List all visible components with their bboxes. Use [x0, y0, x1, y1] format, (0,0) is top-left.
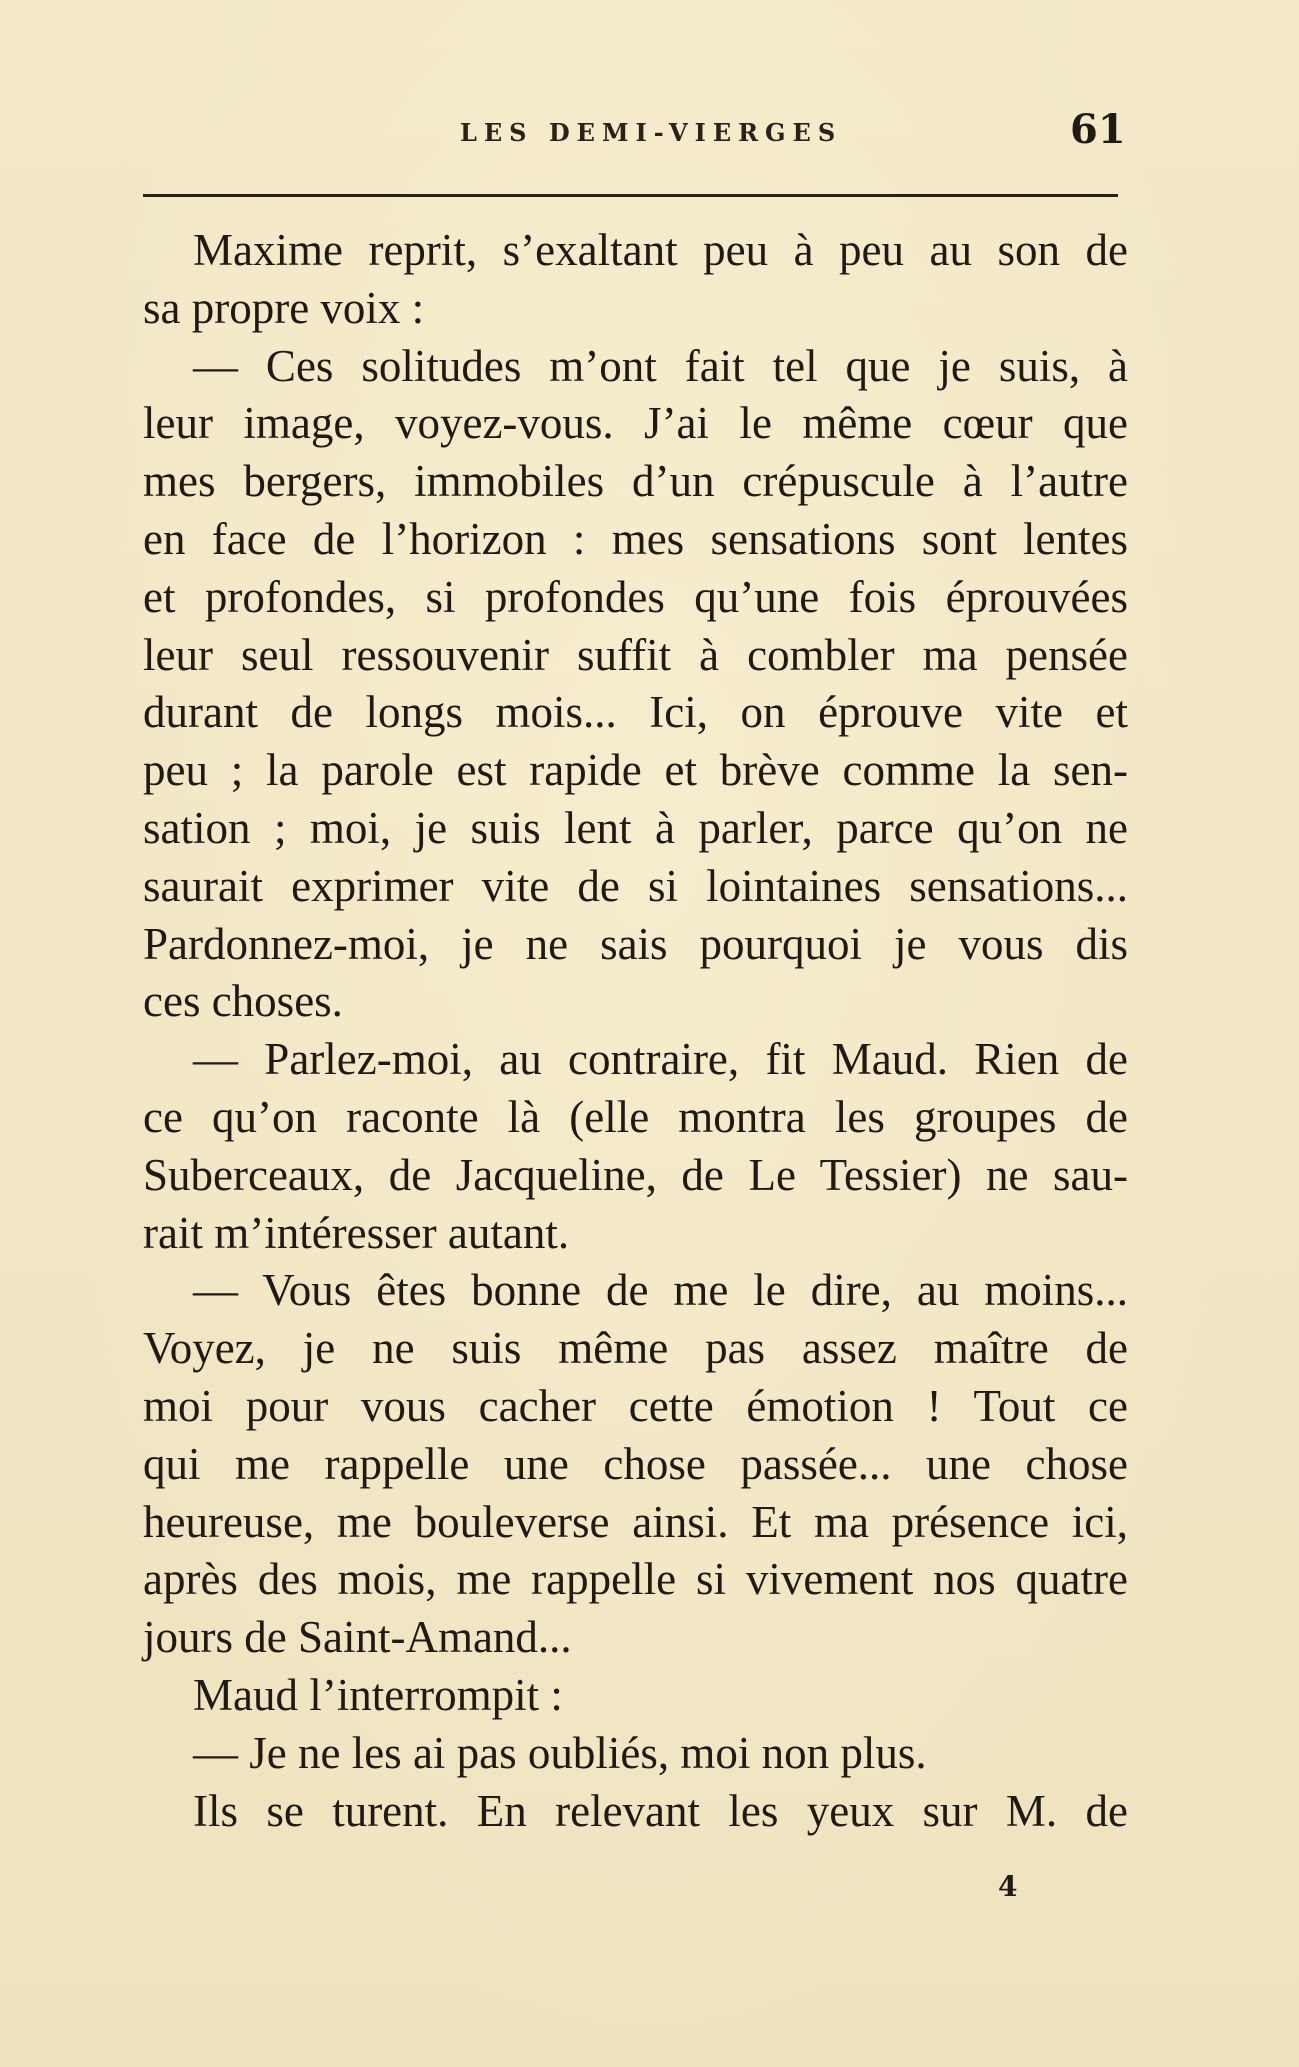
- text-line: mes bergers, immobiles d’un crépuscule à l’autre: [143, 456, 1128, 507]
- text-line: Suberceaux, de Jacqueline, de Le Tessier) ne sau-: [143, 1149, 1128, 1200]
- text-line: heureuse, me bouleverse ainsi. Et ma présence ici,: [143, 1496, 1128, 1547]
- text-line: jours de Saint-Amand...: [143, 1612, 572, 1663]
- text-line: durant de longs mois... Ici, on éprouve vite et: [143, 687, 1128, 738]
- body-text: [143, 222, 1128, 1840]
- text-line: rait m’intéresser autant.: [143, 1207, 570, 1258]
- text-line: saurait exprimer vite de si lointaines sensations...: [143, 860, 1128, 911]
- text-line: sation ; moi, je suis lent à parler, parce qu’on ne: [143, 802, 1128, 853]
- text-line: moi pour vous cacher cette émotion ! Tout ce: [143, 1380, 1128, 1431]
- text-line: en face de l’horizon : mes sensations sont lentes: [143, 513, 1128, 564]
- text-line: Pardonnez-moi, je ne sais pourquoi je vous dis: [143, 918, 1128, 969]
- text-line: ces choses.: [143, 976, 343, 1027]
- text-line: et profondes, si profondes qu’une fois éprouvées: [143, 571, 1128, 622]
- text-line: — Parlez-moi, au contraire, fit Maud. Rien de: [193, 1034, 1128, 1085]
- header-rule: [143, 194, 1118, 197]
- text-line: Maxime reprit, s’exaltant peu à peu au son de: [193, 225, 1128, 275]
- text-line: leur seul ressouvenir suffit à combler ma pensée: [143, 629, 1128, 680]
- text-line: Voyez, je ne suis même pas assez maître de: [143, 1323, 1128, 1374]
- text-line: ce qu’on raconte là (elle montra les groupes de: [143, 1091, 1128, 1142]
- running-title: LES DEMI-VIERGES: [460, 118, 843, 147]
- text-line: — Je ne les ai pas oubliés, moi non plus.: [193, 1727, 927, 1778]
- page-number: 61: [1070, 106, 1126, 153]
- text-line: sa propre voix :: [143, 282, 425, 333]
- text-line: peu ; la parole est rapide et brève comme la sen-: [143, 745, 1128, 796]
- text-line: qui me rappelle une chose passée... une chose: [143, 1438, 1128, 1489]
- text-line: — Ces solitudes m’ont fait tel que je suis, à: [193, 340, 1128, 391]
- text-line: Maud l’interrompit :: [193, 1669, 563, 1720]
- text-line: Ils se turent. En relevant les yeux sur M. de: [193, 1785, 1128, 1836]
- text-line: après des mois, me rappelle si vivement nos quatre: [143, 1554, 1128, 1605]
- text-line: leur image, voyez-vous. J’ai le même cœur que: [143, 398, 1128, 449]
- text-line: — Vous êtes bonne de me le dire, au moins...: [193, 1265, 1128, 1316]
- signature-mark: 4: [998, 1870, 1018, 1903]
